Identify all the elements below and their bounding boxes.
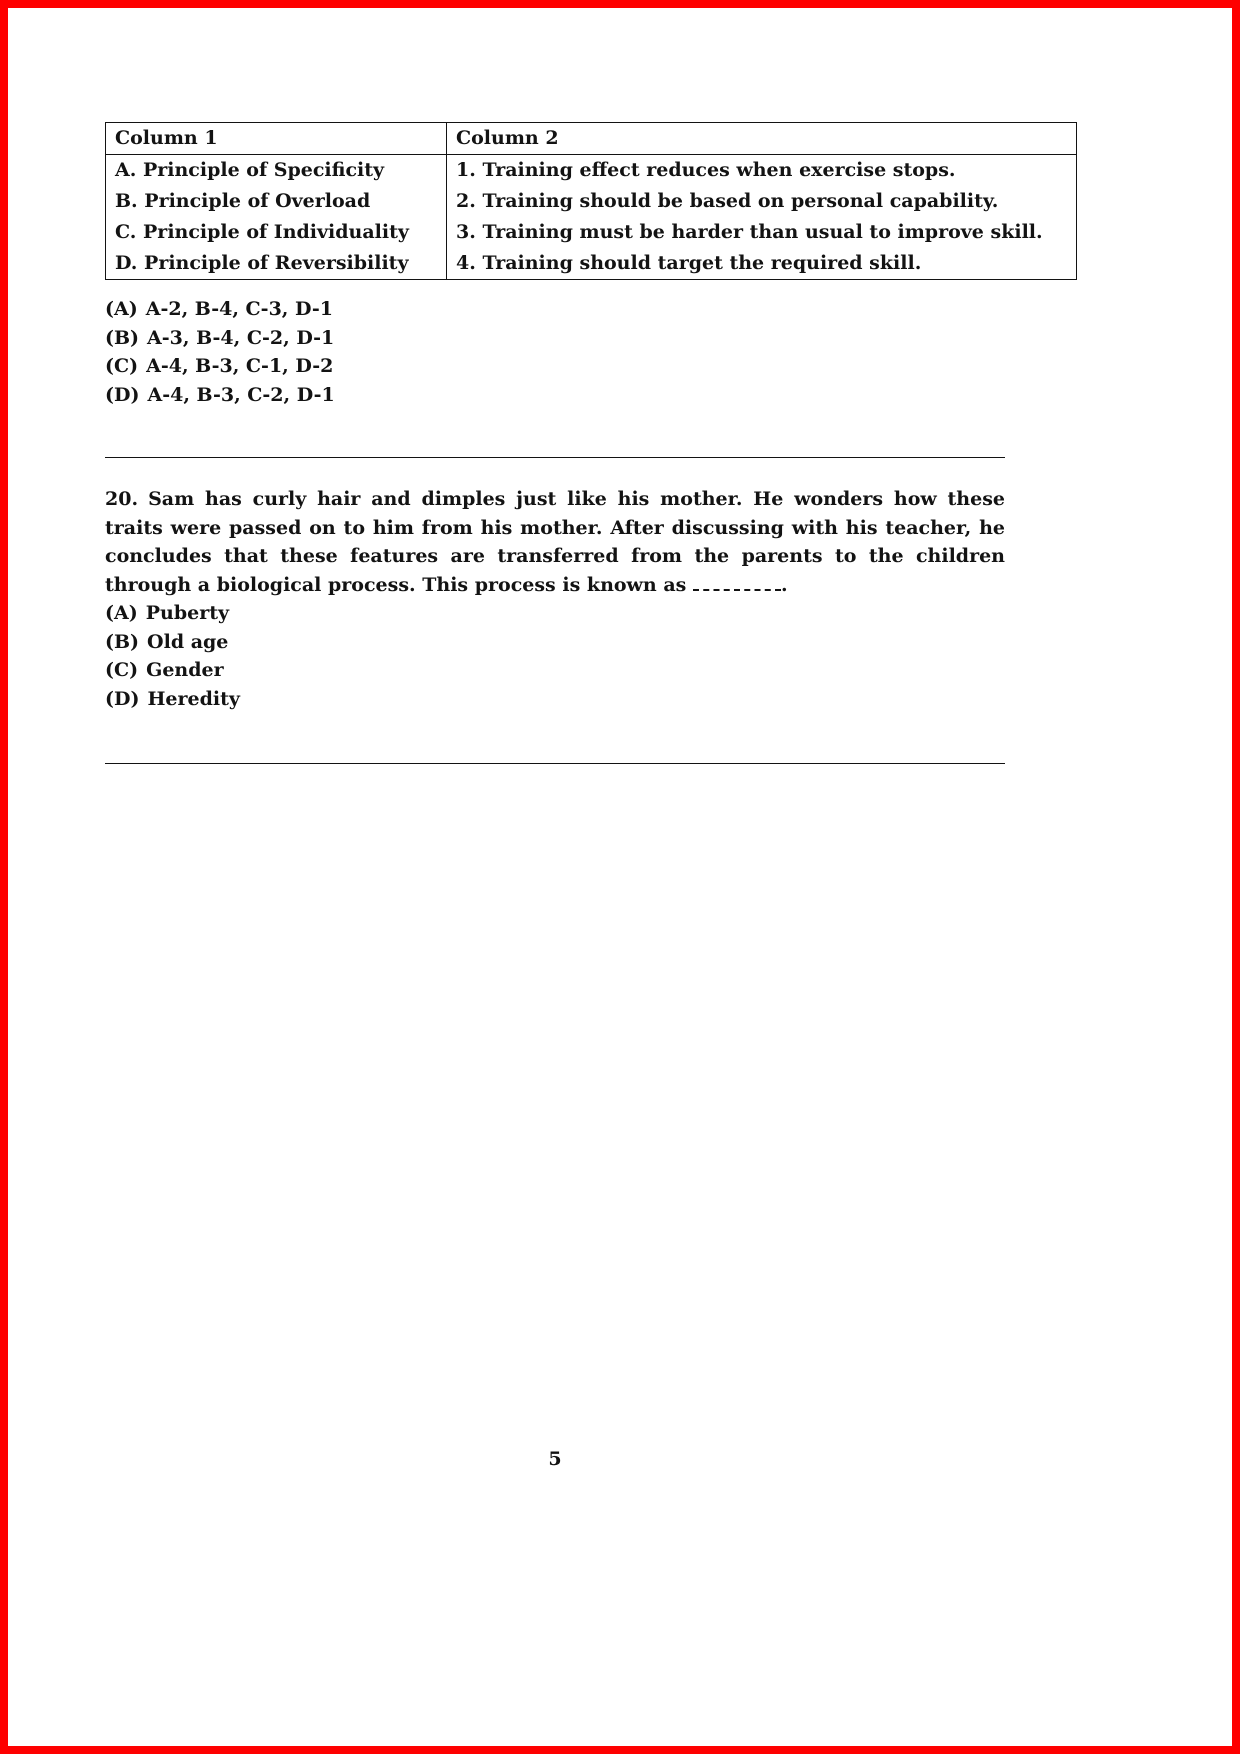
option-text: A-4, B-3, C-2, D-1 (147, 383, 335, 406)
table-cell-col2: 2. Training should be based on personal capability. (447, 186, 1077, 217)
table-cell-col2: 1. Training effect reduces when exercise stops. (447, 155, 1077, 187)
page-content (105, 122, 1080, 764)
question-20 (105, 485, 1005, 599)
option-c (105, 352, 1080, 381)
option-text: A-3, B-4, C-2, D-1 (147, 326, 335, 349)
option-c (105, 656, 1080, 685)
column-2-header: Column 2 (447, 123, 1077, 155)
table-cell-col1: B. Principle of Overload (115, 190, 371, 212)
option-label: (C) (105, 659, 139, 681)
match-question-options (105, 295, 1080, 409)
table-cell-col1: A. Principle of Specificity (115, 159, 385, 181)
table-cell-col1: D. Principle of Reversibility (115, 252, 409, 274)
separator-rule (105, 457, 1005, 458)
table-row (106, 186, 1077, 217)
option-text: Gender (146, 659, 224, 681)
option-text: A-4, B-3, C-1, D-2 (146, 355, 334, 377)
option-a (105, 295, 1080, 324)
match-the-columns-table (105, 122, 1077, 280)
option-d (105, 381, 1080, 410)
table-header-row (106, 123, 1077, 155)
separator-rule (105, 763, 1005, 764)
option-text: Puberty (145, 602, 230, 624)
option-label: (B) (105, 630, 140, 653)
option-label: (B) (105, 326, 140, 349)
table-row (106, 248, 1077, 280)
page-number: 5 (548, 1448, 562, 1470)
option-label: (D) (105, 687, 140, 710)
option-label: (A) (105, 298, 138, 320)
question-text: Sam has curly hair and dimples just like his mother. He wonders how these traits were passed on to him from his mother. After discussing with his teacher, he concludes that these features are transferred from the parents to the children through a biological process. This process is known as (105, 488, 1005, 596)
option-text: A-2, B-4, C-3, D-1 (145, 298, 333, 320)
answer-blank (693, 586, 781, 591)
option-label: (C) (105, 355, 139, 377)
option-d (105, 685, 1080, 714)
option-label: (D) (105, 383, 140, 406)
option-b (105, 324, 1080, 353)
question-number: 20. (105, 488, 139, 510)
option-a (105, 599, 1080, 628)
option-b (105, 628, 1080, 657)
question-20-options (105, 599, 1080, 713)
table-row (106, 155, 1077, 187)
option-label: (A) (105, 602, 138, 624)
option-text: Heredity (147, 687, 240, 710)
question-period: . (780, 573, 788, 596)
table-cell-col1: C. Principle of Individuality (115, 221, 409, 243)
table-cell-col2: 4. Training should target the required skill. (447, 248, 1077, 280)
table-row (106, 217, 1077, 248)
option-text: Old age (147, 630, 229, 653)
column-1-header: Column 1 (106, 123, 447, 155)
table-cell-col2: 3. Training must be harder than usual to improve skill. (447, 217, 1077, 248)
